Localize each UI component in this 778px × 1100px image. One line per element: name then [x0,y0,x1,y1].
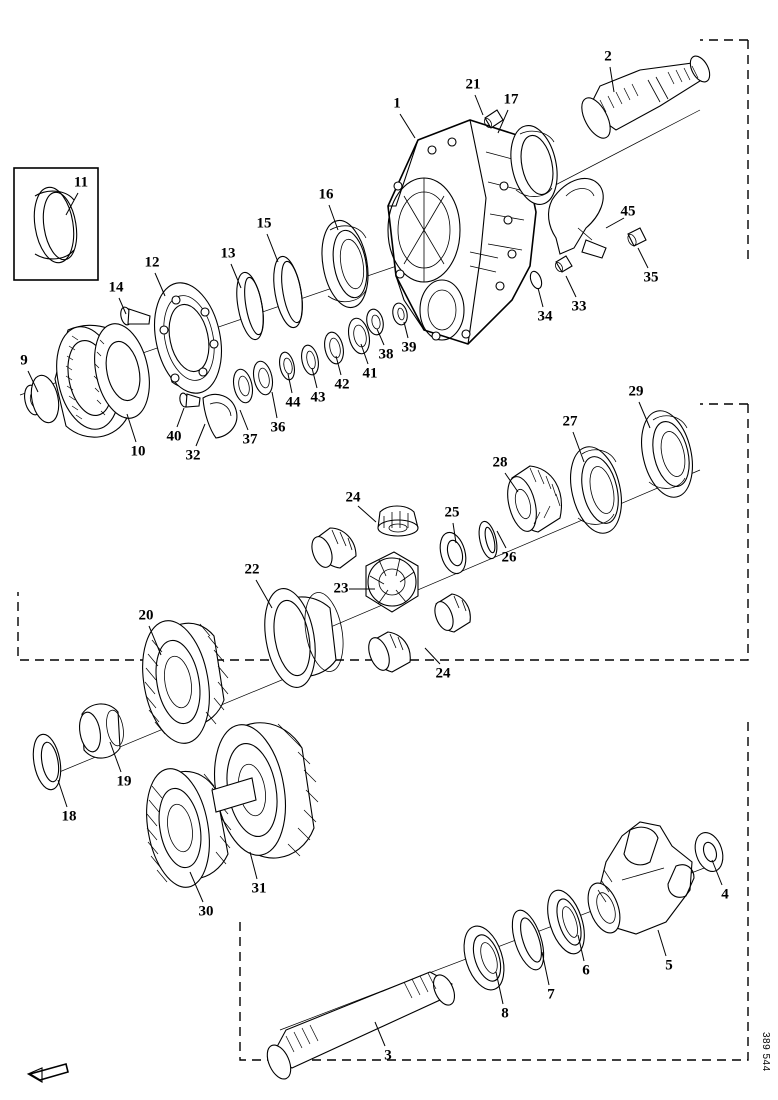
callout-25: 25 [444,504,460,521]
part-8-bearing [457,921,512,995]
callout-11: 11 [73,174,89,191]
callout-8: 8 [501,1005,509,1022]
leader-line-36 [272,392,277,418]
leader-line-45 [606,218,624,228]
callout-7: 7 [547,986,555,1003]
part-28-bevel-gear [503,466,562,534]
callout-33: 33 [571,298,587,315]
part-22-case-ring [258,585,349,692]
callout-3: 3 [384,1047,392,1064]
part-19-spacer [77,704,126,758]
callout-20: 20 [138,607,154,624]
callout-35: 35 [643,269,659,286]
callout-37: 37 [242,431,258,448]
direction-arrow-icon [28,1064,68,1082]
callout-22: 22 [244,561,260,578]
part-23-spider-cross [366,552,418,612]
callout-30: 30 [198,903,214,920]
part-34-washer [528,270,544,290]
callout-38: 38 [378,346,394,363]
leader-line-5 [658,930,666,956]
callout-26: 26 [501,549,517,566]
callout-45: 45 [620,203,636,220]
part-32-deflector [203,394,237,438]
leader-line-1 [400,114,415,138]
callout-24: 24 [345,489,361,506]
callout-19: 19 [116,773,132,790]
callout-23: 23 [333,580,349,597]
part-6-seal [541,886,592,959]
leader-line-35 [638,248,648,268]
callout-27: 27 [562,413,578,430]
callout-39: 39 [401,339,417,356]
part-3-output-shaft [263,972,459,1083]
leader-line-40 [177,408,184,427]
part-21-dowel-pin [483,110,503,129]
part-25-bearing [436,530,470,577]
callout-43: 43 [310,389,326,406]
part-26-shim [476,520,500,561]
part-24-side-gear-upper [378,506,418,536]
leader-line-24 [425,648,440,664]
part-4-washer [690,829,727,875]
part-42-ring [322,330,346,365]
part-39-plug [391,302,409,326]
part-35-bolt [626,228,646,247]
part-24-pinion-gear-left [308,528,356,570]
callout-9: 9 [20,352,28,369]
part-24-pinion-gear-right [431,594,470,633]
leader-line-15 [267,234,278,262]
callout-40: 40 [166,428,182,445]
callout-4: 4 [721,886,729,903]
callout-6: 6 [582,962,590,979]
leader-line-22 [256,580,272,608]
callout-44: 44 [285,394,301,411]
part-12-flange [145,277,231,400]
callout-10: 10 [130,443,146,460]
callout-24: 24 [435,665,451,682]
callout-36: 36 [270,419,286,436]
callout-1: 1 [393,95,401,112]
callout-16: 16 [318,186,334,203]
figure-code: 389 544 [760,1032,771,1072]
callout-32: 32 [185,447,201,464]
part-5-output-yoke [582,822,694,937]
part-20-helical-gear [134,615,228,748]
leader-line-12 [155,273,165,296]
part-36-ring [251,360,276,397]
part-33-plug [554,256,572,273]
part-29-bearing [634,406,701,503]
leader-line-31 [250,852,257,879]
callout-31: 31 [251,880,267,897]
part-16-bearing [316,217,375,311]
callout-14: 14 [108,279,124,296]
callout-28: 28 [492,454,508,471]
leader-line-7 [542,952,549,985]
callout-2: 2 [604,48,612,65]
leader-line-39 [404,322,408,338]
callout-42: 42 [334,376,350,393]
leader-line-26 [497,531,506,548]
part-44-ring [277,351,297,381]
callout-41: 41 [362,365,378,382]
part-24-pinion-gear-lower [365,632,411,673]
callout-12: 12 [144,254,160,271]
leader-line-32 [196,424,205,446]
leader-line-21 [475,95,483,115]
leader-line-18 [58,780,67,807]
part-10-splined-hub [27,319,157,438]
part-7-shim [506,907,550,974]
part-45-shift-fork [549,178,606,258]
callout-18: 18 [61,808,77,825]
callout-5: 5 [665,957,673,974]
callout-29: 29 [628,383,644,400]
callout-34: 34 [537,308,553,325]
callout-15: 15 [256,215,272,232]
leader-line-37 [240,410,248,430]
callout-17: 17 [503,91,519,108]
part-15-shim [269,254,307,329]
leader-line-33 [566,276,576,297]
part-2-input-shaft [576,53,714,143]
callout-13: 13 [220,245,236,262]
part-43-ring [299,344,321,377]
callout-21: 21 [465,76,481,93]
part-37-ring [231,368,256,405]
part-40-bolt [179,392,200,407]
leader-line-24 [358,506,376,522]
leader-line-34 [538,288,543,307]
